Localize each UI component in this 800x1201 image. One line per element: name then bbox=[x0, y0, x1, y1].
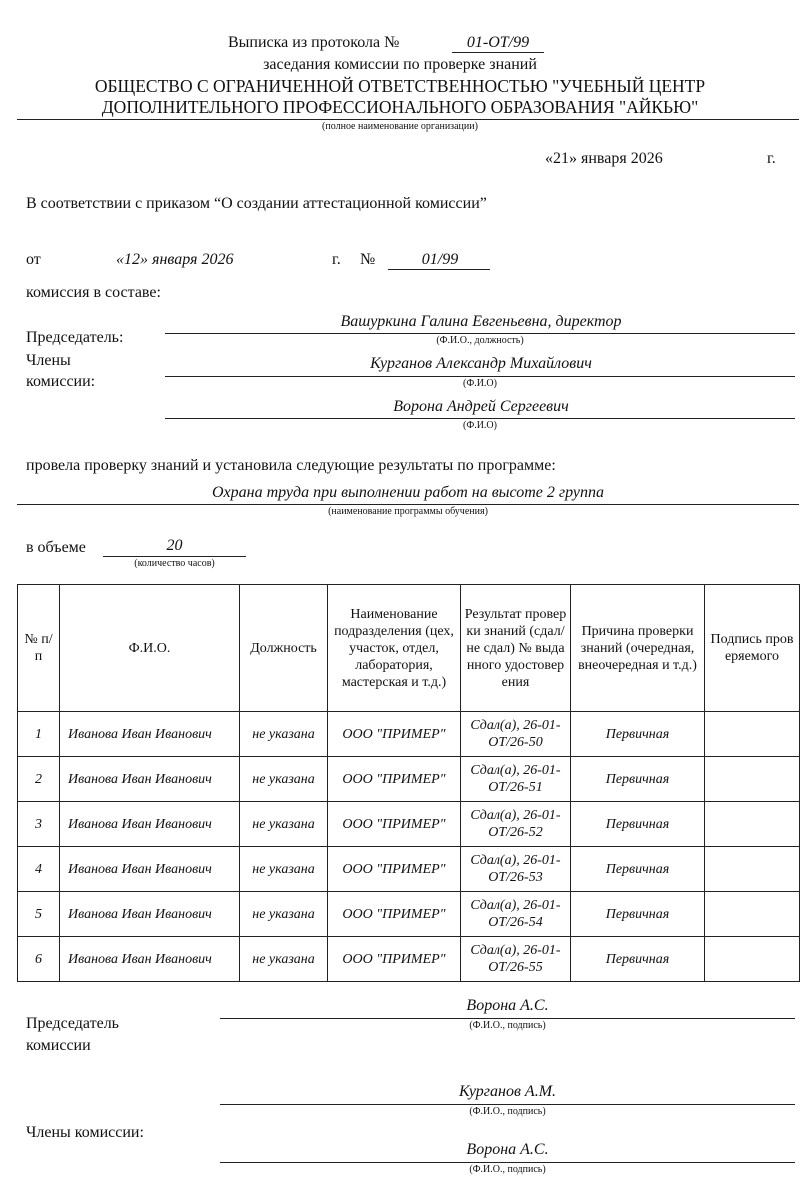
table-row bbox=[18, 847, 800, 892]
cell-position: не указана bbox=[240, 937, 328, 982]
order-year-suffix: г. bbox=[332, 251, 341, 268]
cell-num: 2 bbox=[18, 757, 60, 802]
members-label-1: Члены bbox=[26, 352, 71, 369]
order-intro: В соответствии с приказом “О создании аттестационной комиссии” bbox=[26, 195, 487, 212]
cell-signature bbox=[705, 757, 800, 802]
header-department: Наименование подразделения (цех, участок, отдел, лаборатория, мастерская и т.д.) bbox=[328, 585, 461, 712]
table-row bbox=[18, 802, 800, 847]
cell-result: Сдал(а), 26-01-ОТ/26-53 bbox=[461, 847, 571, 892]
cell-signature bbox=[705, 712, 800, 757]
cell-result: Сдал(а), 26-01-ОТ/26-54 bbox=[461, 892, 571, 937]
program-intro: провела проверку знаний и установила следующие результаты по программе: bbox=[26, 457, 556, 474]
table-row bbox=[18, 712, 800, 757]
sign-chair-caption: (Ф.И.О., подпись) bbox=[469, 1020, 546, 1031]
sign-chair-underline bbox=[220, 1018, 795, 1019]
cell-reason: Первичная bbox=[571, 937, 705, 982]
members-label-2: комиссии: bbox=[26, 373, 96, 390]
volume-label: в объеме bbox=[26, 539, 86, 556]
member1-name: Курганов Александр Михайлович bbox=[370, 355, 592, 372]
member2-name: Ворона Андрей Сергеевич bbox=[393, 398, 569, 415]
cell-department: ООО "ПРИМЕР" bbox=[328, 847, 461, 892]
cell-position: не указана bbox=[240, 712, 328, 757]
cell-fio: Иванова Иван Иванович bbox=[60, 802, 240, 847]
member2-underline bbox=[165, 418, 795, 419]
member2-caption: (Ф.И.О) bbox=[462, 420, 497, 431]
sign-member1-caption: (Ф.И.О., подпись) bbox=[469, 1106, 546, 1117]
protocol-subtitle: заседания комиссии по проверке знаний bbox=[263, 56, 537, 73]
header-fio: Ф.И.О. bbox=[60, 585, 240, 712]
cell-reason: Первичная bbox=[571, 847, 705, 892]
cell-num: 1 bbox=[18, 712, 60, 757]
cell-num: 5 bbox=[18, 892, 60, 937]
program-name: Охрана труда при выполнении работ на высоте 2 группа bbox=[211, 484, 605, 501]
order-number-underline bbox=[388, 269, 490, 270]
org-name-underline bbox=[17, 119, 799, 120]
order-date: «12» января 2026 bbox=[116, 251, 234, 268]
sign-chair-name: Ворона А.С. bbox=[466, 997, 549, 1014]
protocol-date-suffix: г. bbox=[767, 150, 776, 167]
member1-underline bbox=[165, 376, 795, 377]
cell-reason: Первичная bbox=[571, 802, 705, 847]
results-table bbox=[17, 584, 800, 982]
protocol-number-underline bbox=[452, 52, 544, 53]
cell-position: не указана bbox=[240, 757, 328, 802]
sign-members-label: Члены комиссии: bbox=[26, 1124, 144, 1141]
table-header-row bbox=[18, 585, 800, 712]
header-signature: Подпись проверяемого bbox=[705, 585, 800, 712]
cell-department: ООО "ПРИМЕР" bbox=[328, 757, 461, 802]
sign-member1-underline bbox=[220, 1104, 795, 1105]
order-number: 01/99 bbox=[421, 251, 459, 268]
header-reason: Причина проверки знаний (очередная, внеочередная и т.д.) bbox=[571, 585, 705, 712]
header-result: Результат проверки знаний (сдал/не сдал) № выданного удостоверения bbox=[461, 585, 571, 712]
cell-position: не указана bbox=[240, 892, 328, 937]
cell-department: ООО "ПРИМЕР" bbox=[328, 892, 461, 937]
header-position: Должность bbox=[240, 585, 328, 712]
cell-num: 3 bbox=[18, 802, 60, 847]
sign-chair-label-2: комиссии bbox=[26, 1037, 91, 1054]
hours-underline bbox=[103, 556, 246, 557]
chair-caption: (Ф.И.О., должность) bbox=[436, 335, 524, 346]
sign-member2-name: Ворона А.С. bbox=[466, 1141, 549, 1158]
member1-caption: (Ф.И.О) bbox=[462, 378, 497, 389]
org-name-line1: ОБЩЕСТВО С ОГРАНИЧЕННОЙ ОТВЕТСТВЕННОСТЬЮ "УЧЕБНЫЙ ЦЕНТР bbox=[94, 76, 706, 96]
cell-reason: Первичная bbox=[571, 712, 705, 757]
cell-fio: Иванова Иван Иванович bbox=[60, 712, 240, 757]
cell-position: не указана bbox=[240, 847, 328, 892]
cell-department: ООО "ПРИМЕР" bbox=[328, 937, 461, 982]
order-number-label: № bbox=[360, 251, 376, 268]
cell-reason: Первичная bbox=[571, 892, 705, 937]
cell-result: Сдал(а), 26-01-ОТ/26-55 bbox=[461, 937, 571, 982]
cell-signature bbox=[705, 937, 800, 982]
sign-member2-underline bbox=[220, 1162, 795, 1163]
cell-signature bbox=[705, 802, 800, 847]
sign-chair-label-1: Председатель bbox=[26, 1015, 119, 1032]
cell-fio: Иванова Иван Иванович bbox=[60, 757, 240, 802]
program-underline bbox=[17, 504, 799, 505]
sign-member2-caption: (Ф.И.О., подпись) bbox=[469, 1164, 546, 1175]
org-name-caption: (полное наименование организации) bbox=[322, 121, 478, 132]
cell-reason: Первичная bbox=[571, 757, 705, 802]
cell-result: Сдал(а), 26-01-ОТ/26-52 bbox=[461, 802, 571, 847]
table-row bbox=[18, 892, 800, 937]
hours-value: 20 bbox=[166, 537, 183, 554]
protocol-date: «21» января 2026 bbox=[545, 150, 663, 167]
cell-department: ООО "ПРИМЕР" bbox=[328, 712, 461, 757]
cell-department: ООО "ПРИМЕР" bbox=[328, 802, 461, 847]
order-from-label: от bbox=[26, 251, 41, 268]
org-name-line2: ДОПОЛНИТЕЛЬНОГО ПРОФЕССИОНАЛЬНОГО ОБРАЗОВАНИЯ "АЙКЬЮ" bbox=[101, 97, 699, 117]
table-row bbox=[18, 757, 800, 802]
composition-label: комиссия в составе: bbox=[26, 284, 161, 301]
header-num: № п/п bbox=[18, 585, 60, 712]
chair-name: Вашуркина Галина Евгеньевна, директор bbox=[340, 313, 622, 330]
cell-fio: Иванова Иван Иванович bbox=[60, 847, 240, 892]
sign-member1-name: Курганов А.М. bbox=[458, 1083, 557, 1100]
cell-signature bbox=[705, 892, 800, 937]
extract-label: Выписка из протокола № bbox=[228, 34, 400, 51]
chair-label: Председатель: bbox=[26, 329, 124, 346]
cell-fio: Иванова Иван Иванович bbox=[60, 937, 240, 982]
cell-signature bbox=[705, 847, 800, 892]
table-row bbox=[18, 937, 800, 982]
cell-result: Сдал(а), 26-01-ОТ/26-51 bbox=[461, 757, 571, 802]
cell-num: 4 bbox=[18, 847, 60, 892]
cell-position: не указана bbox=[240, 802, 328, 847]
cell-fio: Иванова Иван Иванович bbox=[60, 892, 240, 937]
cell-result: Сдал(а), 26-01-ОТ/26-50 bbox=[461, 712, 571, 757]
program-caption: (наименование программы обучения) bbox=[328, 506, 488, 517]
protocol-number: 01-ОТ/99 bbox=[466, 34, 530, 51]
hours-caption: (количество часов) bbox=[134, 558, 215, 569]
chair-underline bbox=[165, 333, 795, 334]
cell-num: 6 bbox=[18, 937, 60, 982]
